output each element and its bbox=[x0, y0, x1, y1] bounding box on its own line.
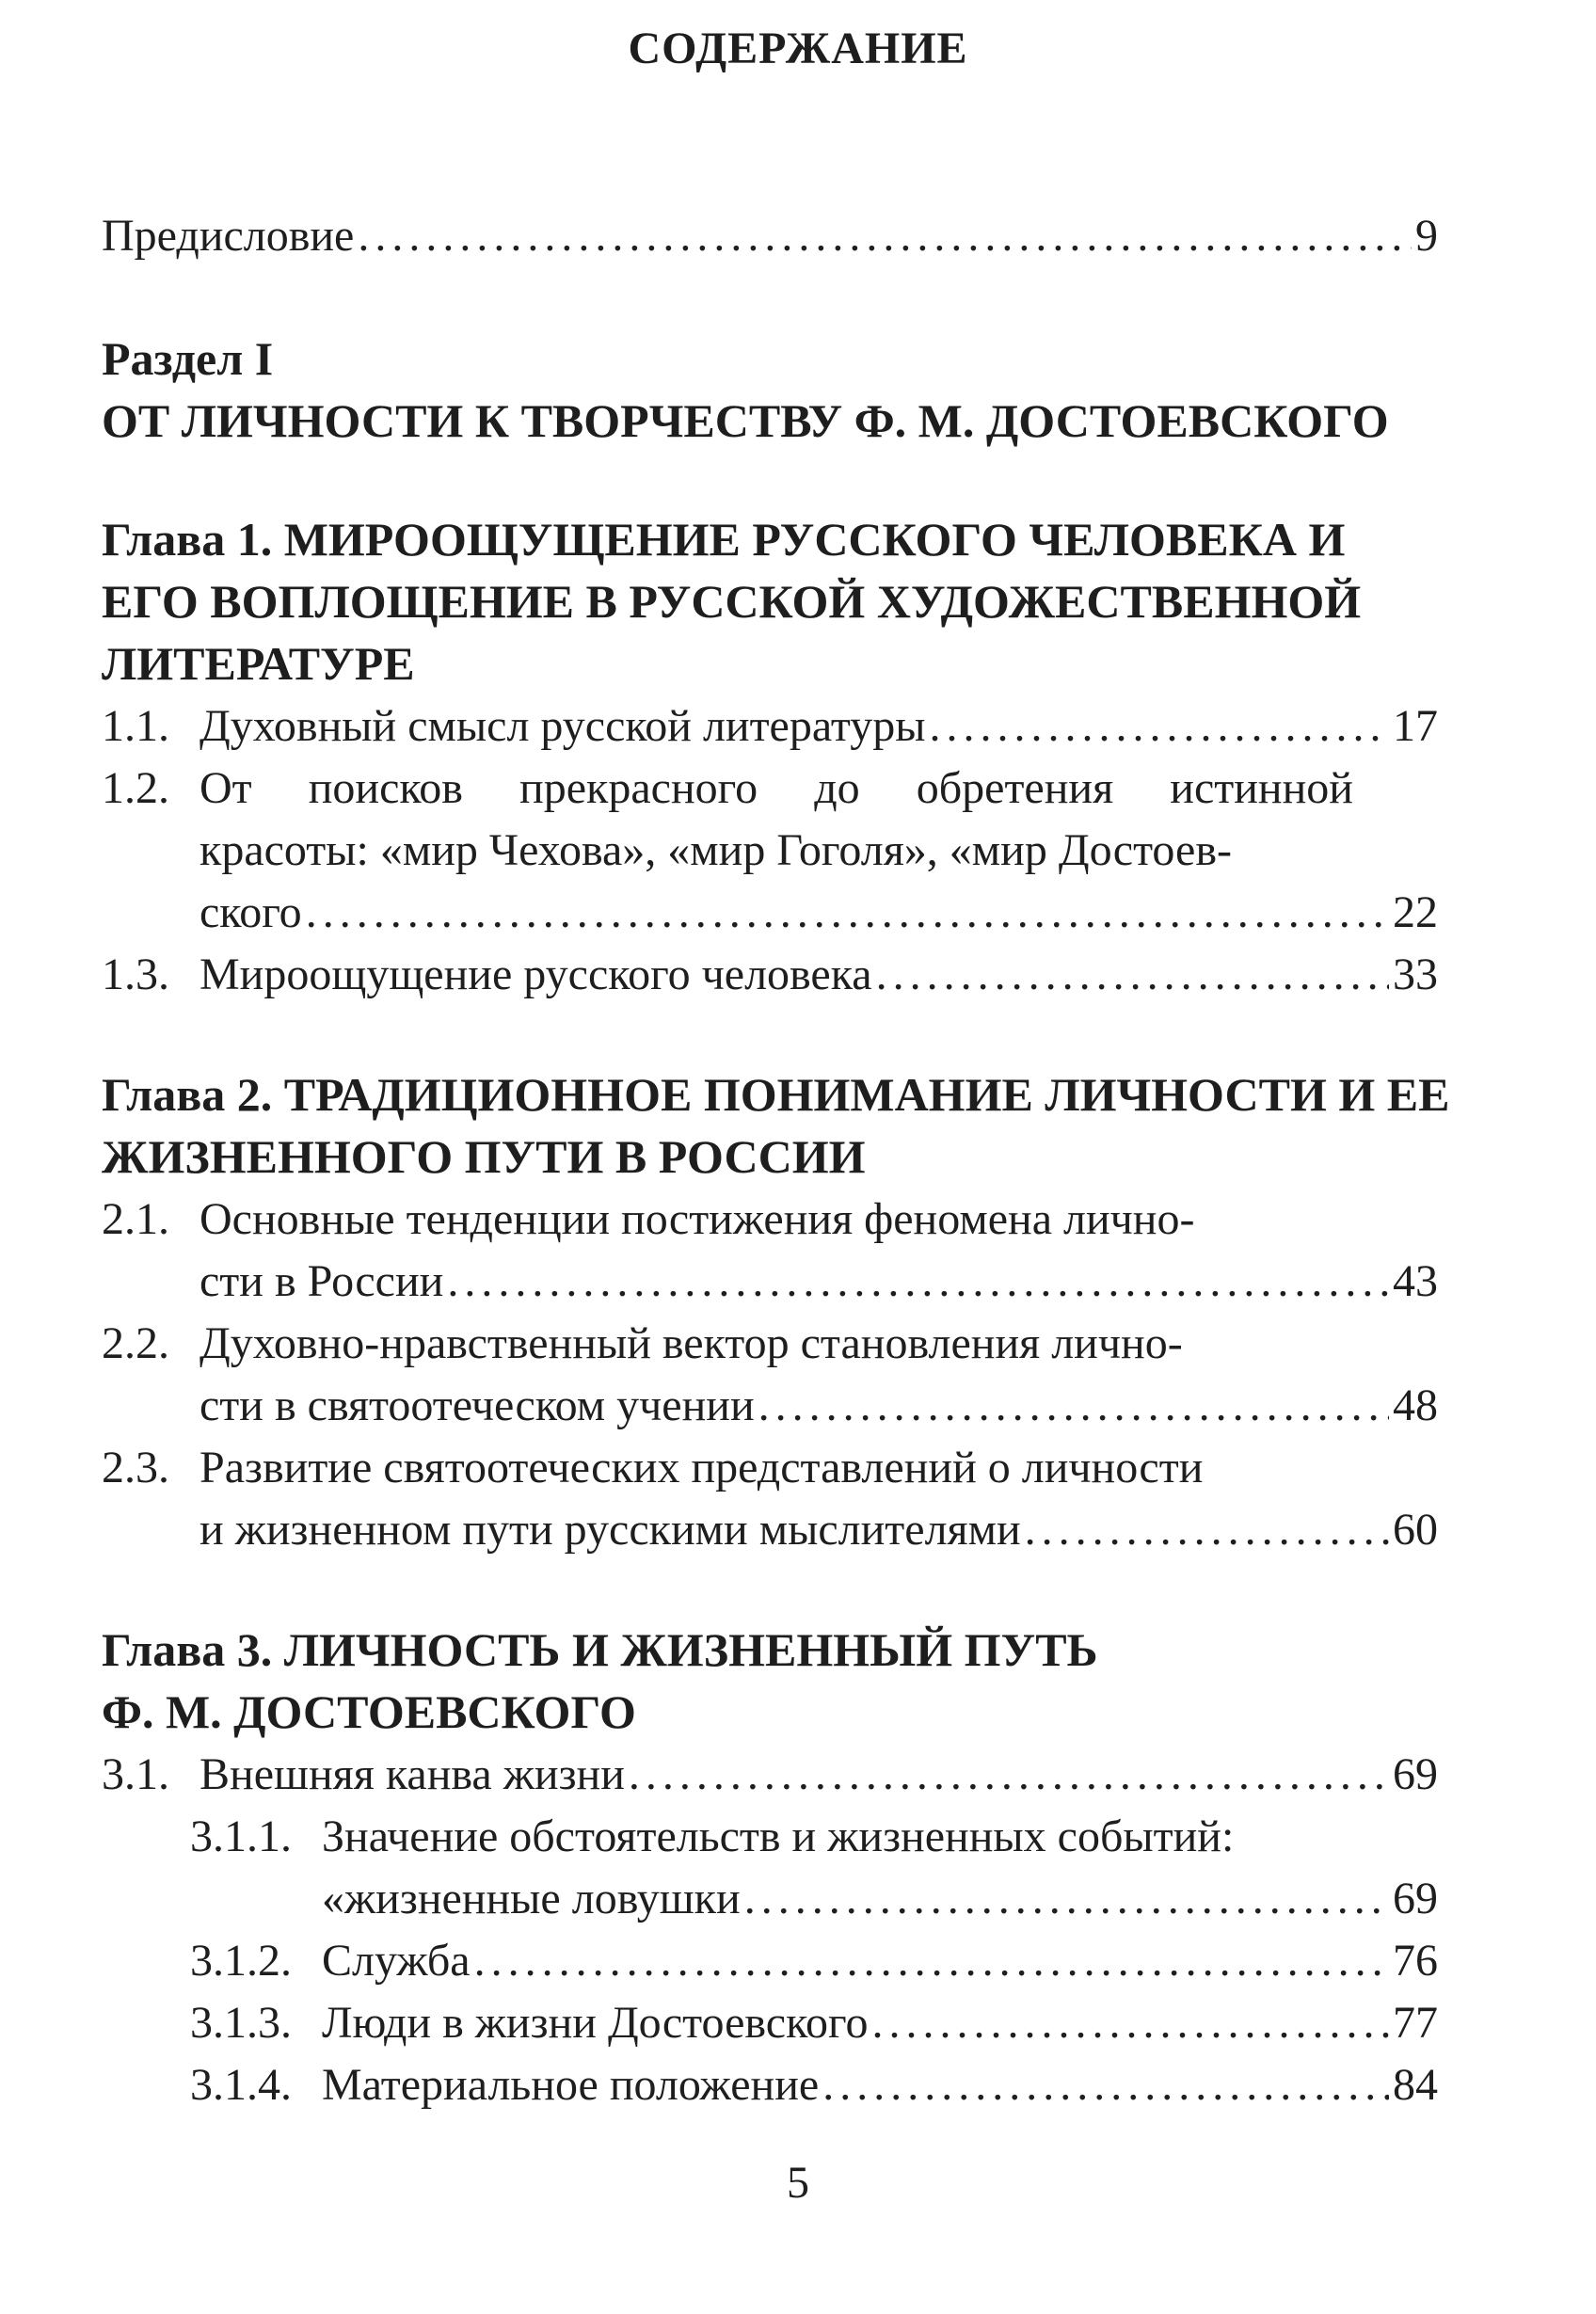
dot-leader bbox=[758, 1376, 1389, 1436]
chapter-heading: Глава 2. ТРАДИЦИОННОЕ ПОНИМАНИЕ ЛИЧНОСТИ И ЕЕ bbox=[102, 1068, 1450, 1121]
entry-label: Внешняя канва жизни bbox=[200, 1749, 625, 1799]
dot-leader bbox=[447, 1252, 1389, 1312]
toc-entry-continuation bbox=[200, 821, 1357, 881]
chapter-heading: Глава 1. МИРООЩУЩЕНИЕ РУССКОГО ЧЕЛОВЕКА И bbox=[102, 513, 1346, 566]
toc-entry[interactable] bbox=[102, 1438, 1353, 1498]
entry-label: Значение обстоятельств и жизненных событий: bbox=[322, 1811, 1235, 1861]
dot-leader bbox=[358, 206, 1412, 266]
entry-label: «жизненные ловушки bbox=[322, 1874, 741, 1923]
dot-leader bbox=[876, 945, 1389, 1005]
toc-entry[interactable] bbox=[190, 2055, 1438, 2115]
entry-label: сти в России bbox=[200, 1256, 444, 1306]
toc-entry[interactable] bbox=[190, 1993, 1438, 2053]
entry-label: сти в святоотеческом учении bbox=[200, 1380, 755, 1430]
folio-page-number: 5 bbox=[787, 2158, 809, 2208]
toc-entry[interactable] bbox=[102, 696, 1438, 757]
entry-label: Основные тенденции постижения феномена лично- bbox=[200, 1194, 1195, 1244]
page-number: 48 bbox=[1393, 1380, 1438, 1430]
page-number: 22 bbox=[1393, 887, 1438, 937]
page-number: 76 bbox=[1393, 1936, 1438, 1986]
dot-leader bbox=[744, 1869, 1389, 1929]
page-title: СОДЕРЖАНИЕ bbox=[628, 24, 968, 73]
entry-number: 3.1.4. bbox=[190, 2060, 292, 2110]
page-number: 33 bbox=[1393, 950, 1438, 999]
toc-entry[interactable] bbox=[102, 1314, 1353, 1374]
toc-entry-continuation[interactable] bbox=[200, 883, 1438, 943]
section-title: ОТ ЛИЧНОСТИ К ТВОРЧЕСТВУ Ф. М. ДОСТОЕВСКОГО bbox=[102, 394, 1389, 447]
entry-number: 3.1.3. bbox=[190, 1998, 292, 2048]
entry-label: красоты: «мир Чехова», «мир Гоголя», «мир Достоев- bbox=[200, 825, 1232, 875]
chapter-heading: ЕГО ВОПЛОЩЕНИЕ В РУССКОЙ ХУДОЖЕСТВЕННОЙ bbox=[102, 575, 1362, 628]
entry-number: 2.3. bbox=[102, 1443, 169, 1492]
entry-number: 1.2. bbox=[102, 763, 169, 813]
entry-label: и жизненном пути русскими мыслителями bbox=[200, 1505, 1021, 1555]
page-number: 43 bbox=[1393, 1256, 1438, 1306]
entry-label: Материальное положение bbox=[322, 2060, 820, 2110]
entry-number: 2.2. bbox=[102, 1318, 169, 1368]
entry-label: Духовно-нравственный вектор становления лично- bbox=[200, 1318, 1183, 1368]
chapter-heading: ЖИЗНЕННОГО ПУТИ В РОССИИ bbox=[102, 1130, 866, 1183]
toc-entry-continuation[interactable] bbox=[200, 1376, 1438, 1436]
dot-leader bbox=[306, 883, 1389, 943]
entry-label: Мироощущение русского человека bbox=[200, 950, 872, 999]
entry-number: 3.1.2. bbox=[190, 1936, 292, 1986]
toc-entry[interactable] bbox=[190, 1931, 1438, 1991]
entry-number: 1.3. bbox=[102, 950, 169, 999]
toc-entry[interactable] bbox=[102, 1189, 1353, 1250]
page-number: 69 bbox=[1393, 1749, 1438, 1799]
toc-entry[interactable] bbox=[102, 1745, 1438, 1805]
toc-entry[interactable] bbox=[102, 758, 1353, 819]
entry-label: Предисловие bbox=[102, 211, 355, 261]
page-number: 69 bbox=[1393, 1874, 1438, 1923]
toc-entry-continuation[interactable] bbox=[322, 1869, 1438, 1929]
chapter-heading: Ф. М. ДОСТОЕВСКОГО bbox=[102, 1685, 636, 1738]
toc-entry[interactable] bbox=[190, 1807, 1413, 1867]
chapter-heading: Глава 3. ЛИЧНОСТЬ И ЖИЗНЕННЫЙ ПУТЬ bbox=[102, 1623, 1098, 1676]
chapter-heading: ЛИТЕРАТУРЕ bbox=[102, 637, 415, 690]
entry-label: Духовный смысл русской литературы bbox=[200, 701, 926, 751]
dot-leader bbox=[474, 1931, 1389, 1991]
dot-leader bbox=[871, 1993, 1389, 2053]
toc-entry[interactable] bbox=[102, 945, 1438, 1005]
entry-label: От поисков прекрасного до обретения истинной bbox=[200, 763, 1353, 813]
toc-entry-continuation[interactable] bbox=[200, 1500, 1438, 1560]
entry-label: ского bbox=[200, 887, 302, 937]
entry-label: Развитие святоотеческих представлений о личности bbox=[200, 1443, 1204, 1492]
entry-number: 2.1. bbox=[102, 1194, 169, 1244]
page-number: 77 bbox=[1393, 1998, 1438, 2048]
dot-leader bbox=[1025, 1500, 1389, 1560]
section-label: Раздел I bbox=[102, 332, 274, 385]
entry-number: 3.1.1. bbox=[190, 1811, 292, 1861]
entry-label: Люди в жизни Достоевского bbox=[322, 1998, 869, 2048]
page-number: 60 bbox=[1393, 1505, 1438, 1555]
entry-label: Служба bbox=[322, 1936, 471, 1986]
toc-entry-continuation[interactable] bbox=[200, 1252, 1438, 1312]
page-number: 17 bbox=[1393, 701, 1438, 751]
dot-leader bbox=[822, 2055, 1389, 2115]
entry-number: 1.1. bbox=[102, 701, 169, 751]
toc-entry-preface[interactable] bbox=[102, 206, 1438, 266]
page-number: 84 bbox=[1393, 2060, 1438, 2110]
page-number: 9 bbox=[1415, 211, 1438, 261]
entry-number: 3.1. bbox=[102, 1749, 169, 1799]
dot-leader bbox=[930, 696, 1389, 757]
dot-leader bbox=[629, 1745, 1389, 1805]
